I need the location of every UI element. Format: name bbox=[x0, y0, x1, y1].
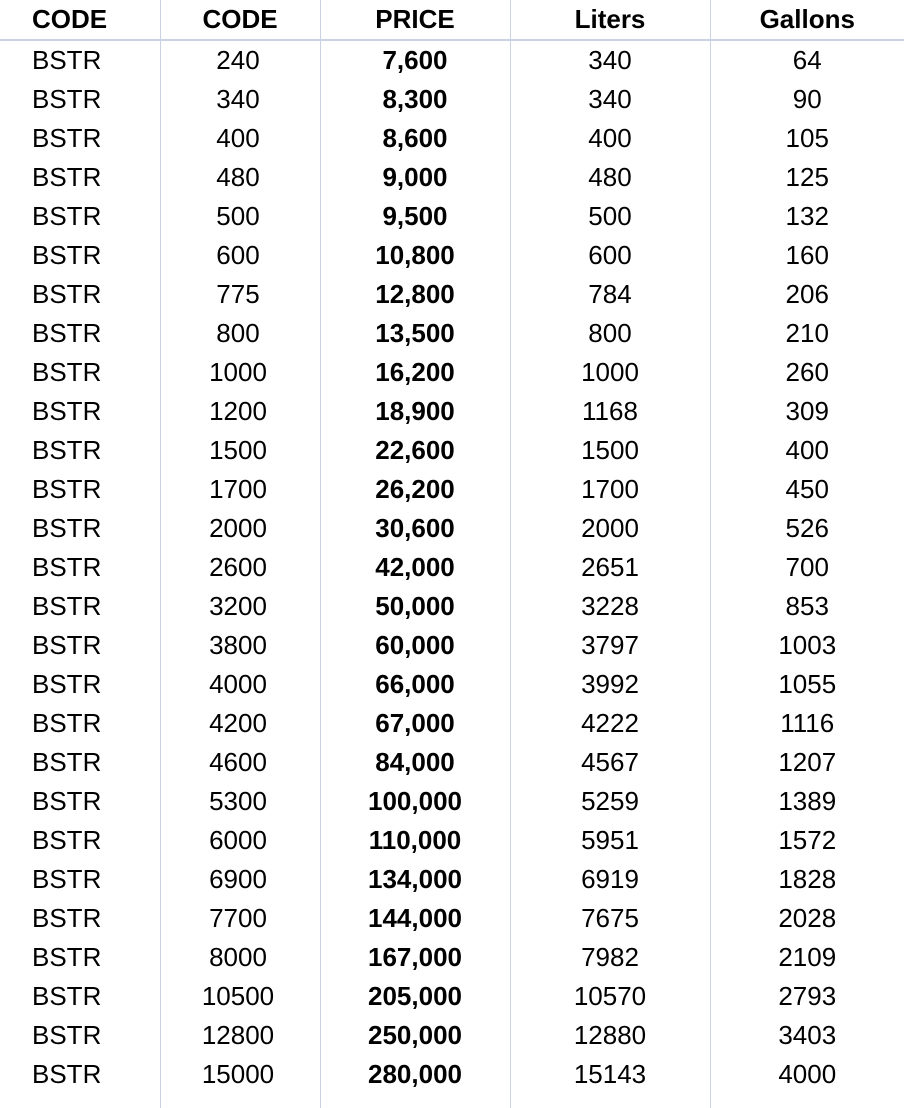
cell-code-size: 3200 bbox=[160, 587, 320, 626]
cell-code-size: 340 bbox=[160, 80, 320, 119]
table-row bbox=[0, 626, 904, 665]
cell-price: 13,500 bbox=[320, 314, 510, 353]
cell-gallons: 1389 bbox=[778, 786, 837, 816]
cell-liters: 7982 bbox=[510, 938, 710, 977]
cell-code-size: 400 bbox=[160, 119, 320, 158]
cell-price: 205,000 bbox=[320, 977, 510, 1016]
cell-code-series: BSTR bbox=[0, 353, 160, 392]
table-row bbox=[0, 1016, 904, 1055]
table-row bbox=[0, 470, 904, 509]
table-row bbox=[0, 899, 904, 938]
table-row bbox=[0, 977, 904, 1016]
cell-gallons: 1207 bbox=[778, 747, 837, 777]
cell-gallons: 853 bbox=[785, 591, 829, 621]
cell-code-size: 15000 bbox=[160, 1055, 320, 1094]
cell-code-series: BSTR bbox=[0, 119, 160, 158]
cell-gallons: 2028 bbox=[778, 903, 837, 933]
cell-price: 167,000 bbox=[320, 938, 510, 977]
header-liters: Liters bbox=[510, 0, 710, 40]
cell-gallons: 206 bbox=[785, 279, 829, 309]
cell-liters: 500 bbox=[510, 197, 710, 236]
cell-code-size: 2600 bbox=[160, 548, 320, 587]
cell-gallons: 4000 bbox=[778, 1059, 837, 1089]
cell-price: 9,500 bbox=[320, 197, 510, 236]
table-row bbox=[0, 40, 904, 80]
cell-code-size: 800 bbox=[160, 314, 320, 353]
table-row bbox=[0, 275, 904, 314]
cell-price: 26,200 bbox=[320, 470, 510, 509]
cell-code-series: BSTR bbox=[0, 704, 160, 743]
cell-price: 110,000 bbox=[320, 821, 510, 860]
table-row bbox=[0, 80, 904, 119]
table-row bbox=[0, 860, 904, 899]
cell-liters: 3797 bbox=[510, 626, 710, 665]
cell-liters: 3228 bbox=[510, 587, 710, 626]
table-body bbox=[0, 40, 904, 1094]
header-code-series: CODE bbox=[0, 0, 160, 40]
cell-code-series: BSTR bbox=[0, 782, 160, 821]
cell-code-series: BSTR bbox=[0, 665, 160, 704]
cell-code-series: BSTR bbox=[0, 1016, 160, 1055]
cell-code-series: BSTR bbox=[0, 548, 160, 587]
cell-price: 67,000 bbox=[320, 704, 510, 743]
cell-code-size: 1000 bbox=[160, 353, 320, 392]
cell-gallons: 132 bbox=[785, 201, 829, 231]
cell-code-series: BSTR bbox=[0, 236, 160, 275]
cell-liters: 1700 bbox=[510, 470, 710, 509]
cell-price: 280,000 bbox=[320, 1055, 510, 1094]
cell-code-size: 6000 bbox=[160, 821, 320, 860]
cell-code-series: BSTR bbox=[0, 80, 160, 119]
cell-liters: 5951 bbox=[510, 821, 710, 860]
table-header bbox=[0, 0, 904, 40]
cell-liters: 4222 bbox=[510, 704, 710, 743]
cell-liters: 5259 bbox=[510, 782, 710, 821]
cell-price: 42,000 bbox=[320, 548, 510, 587]
cell-gallons: 160 bbox=[785, 240, 829, 270]
cell-liters: 600 bbox=[510, 236, 710, 275]
cell-code-series: BSTR bbox=[0, 509, 160, 548]
cell-code-size: 4600 bbox=[160, 743, 320, 782]
cell-gallons: 210 bbox=[785, 318, 829, 348]
cell-liters: 4567 bbox=[510, 743, 710, 782]
table-row bbox=[0, 119, 904, 158]
cell-code-series: BSTR bbox=[0, 587, 160, 626]
cell-gallons: 260 bbox=[785, 357, 829, 387]
cell-price: 10,800 bbox=[320, 236, 510, 275]
cell-gallons: 1003 bbox=[778, 630, 837, 660]
cell-code-size: 1200 bbox=[160, 392, 320, 431]
table-row bbox=[0, 665, 904, 704]
header-price: PRICE bbox=[320, 0, 510, 40]
cell-code-size: 240 bbox=[160, 40, 320, 80]
table-row bbox=[0, 353, 904, 392]
cell-liters: 480 bbox=[510, 158, 710, 197]
cell-code-size: 600 bbox=[160, 236, 320, 275]
header-code-size: CODE bbox=[160, 0, 320, 40]
cell-price: 134,000 bbox=[320, 860, 510, 899]
cell-liters: 1500 bbox=[510, 431, 710, 470]
cell-code-size: 8000 bbox=[160, 938, 320, 977]
table-row bbox=[0, 821, 904, 860]
cell-code-size: 775 bbox=[160, 275, 320, 314]
cell-liters: 12880 bbox=[510, 1016, 710, 1055]
cell-code-series: BSTR bbox=[0, 626, 160, 665]
table-row bbox=[0, 158, 904, 197]
cell-price: 12,800 bbox=[320, 275, 510, 314]
cell-code-series: BSTR bbox=[0, 392, 160, 431]
cell-gallons: 1116 bbox=[780, 708, 835, 738]
cell-price: 30,600 bbox=[320, 509, 510, 548]
header-row bbox=[0, 0, 904, 40]
cell-liters: 340 bbox=[510, 40, 710, 80]
cell-code-size: 1700 bbox=[160, 470, 320, 509]
cell-code-size: 2000 bbox=[160, 509, 320, 548]
cell-gallons: 90 bbox=[792, 84, 822, 114]
cell-gallons: 105 bbox=[785, 123, 829, 153]
cell-code-size: 5300 bbox=[160, 782, 320, 821]
table-row bbox=[0, 431, 904, 470]
grid-tail-line bbox=[0, 1092, 711, 1108]
cell-gallons: 1572 bbox=[778, 825, 837, 855]
table-row bbox=[0, 236, 904, 275]
cell-code-series: BSTR bbox=[0, 899, 160, 938]
cell-gallons: 125 bbox=[785, 162, 829, 192]
cell-liters: 1168 bbox=[510, 392, 710, 431]
cell-code-series: BSTR bbox=[0, 158, 160, 197]
cell-liters: 15143 bbox=[510, 1055, 710, 1094]
cell-code-series: BSTR bbox=[0, 860, 160, 899]
cell-code-size: 1500 bbox=[160, 431, 320, 470]
cell-price: 8,600 bbox=[320, 119, 510, 158]
cell-price: 84,000 bbox=[320, 743, 510, 782]
table-row bbox=[0, 1055, 904, 1094]
cell-code-size: 500 bbox=[160, 197, 320, 236]
table-row bbox=[0, 782, 904, 821]
cell-code-series: BSTR bbox=[0, 821, 160, 860]
cell-code-size: 10500 bbox=[160, 977, 320, 1016]
cell-price: 9,000 bbox=[320, 158, 510, 197]
cell-liters: 784 bbox=[510, 275, 710, 314]
cell-code-series: BSTR bbox=[0, 197, 160, 236]
cell-gallons: 400 bbox=[785, 435, 829, 465]
cell-code-series: BSTR bbox=[0, 1055, 160, 1094]
cell-code-size: 4200 bbox=[160, 704, 320, 743]
table-row bbox=[0, 743, 904, 782]
cell-code-size: 4000 bbox=[160, 665, 320, 704]
grid-tail bbox=[0, 1092, 904, 1108]
cell-price: 16,200 bbox=[320, 353, 510, 392]
cell-code-series: BSTR bbox=[0, 275, 160, 314]
cell-code-size: 7700 bbox=[160, 899, 320, 938]
cell-liters: 6919 bbox=[510, 860, 710, 899]
cell-liters: 1000 bbox=[510, 353, 710, 392]
cell-price: 66,000 bbox=[320, 665, 510, 704]
cell-code-size: 12800 bbox=[160, 1016, 320, 1055]
cell-liters: 3992 bbox=[510, 665, 710, 704]
table-row bbox=[0, 314, 904, 353]
cell-price: 100,000 bbox=[320, 782, 510, 821]
cell-gallons: 1828 bbox=[778, 864, 837, 894]
cell-code-size: 3800 bbox=[160, 626, 320, 665]
cell-price: 8,300 bbox=[320, 80, 510, 119]
cell-price: 60,000 bbox=[320, 626, 510, 665]
cell-liters: 2000 bbox=[510, 509, 710, 548]
cell-price: 50,000 bbox=[320, 587, 510, 626]
table-row bbox=[0, 548, 904, 587]
cell-liters: 800 bbox=[510, 314, 710, 353]
cell-gallons: 2793 bbox=[778, 981, 837, 1011]
table-row bbox=[0, 392, 904, 431]
cell-gallons: 450 bbox=[785, 474, 829, 504]
cell-code-series: BSTR bbox=[0, 314, 160, 353]
table-row bbox=[0, 587, 904, 626]
cell-gallons: 700 bbox=[785, 552, 829, 582]
cell-gallons: 2109 bbox=[778, 942, 837, 972]
cell-price: 144,000 bbox=[320, 899, 510, 938]
cell-gallons: 3403 bbox=[778, 1020, 837, 1050]
cell-price: 250,000 bbox=[320, 1016, 510, 1055]
cell-code-series: BSTR bbox=[0, 40, 160, 80]
cell-gallons: 64 bbox=[792, 45, 822, 75]
table-row bbox=[0, 509, 904, 548]
cell-gallons: 309 bbox=[785, 396, 829, 426]
cell-liters: 7675 bbox=[510, 899, 710, 938]
table-row bbox=[0, 197, 904, 236]
cell-liters: 2651 bbox=[510, 548, 710, 587]
cell-liters: 10570 bbox=[510, 977, 710, 1016]
header-gallons: Gallons bbox=[710, 0, 904, 40]
cell-code-size: 6900 bbox=[160, 860, 320, 899]
table-row bbox=[0, 938, 904, 977]
cell-code-series: BSTR bbox=[0, 470, 160, 509]
cell-code-series: BSTR bbox=[0, 431, 160, 470]
cell-code-series: BSTR bbox=[0, 743, 160, 782]
cell-liters: 340 bbox=[510, 80, 710, 119]
cell-price: 22,600 bbox=[320, 431, 510, 470]
table-row bbox=[0, 704, 904, 743]
cell-code-size: 480 bbox=[160, 158, 320, 197]
cell-code-series: BSTR bbox=[0, 977, 160, 1016]
cell-price: 18,900 bbox=[320, 392, 510, 431]
cell-code-series: BSTR bbox=[0, 938, 160, 977]
cell-price: 7,600 bbox=[320, 40, 510, 80]
cell-gallons: 526 bbox=[785, 513, 829, 543]
cell-gallons: 1055 bbox=[778, 669, 837, 699]
cell-liters: 400 bbox=[510, 119, 710, 158]
